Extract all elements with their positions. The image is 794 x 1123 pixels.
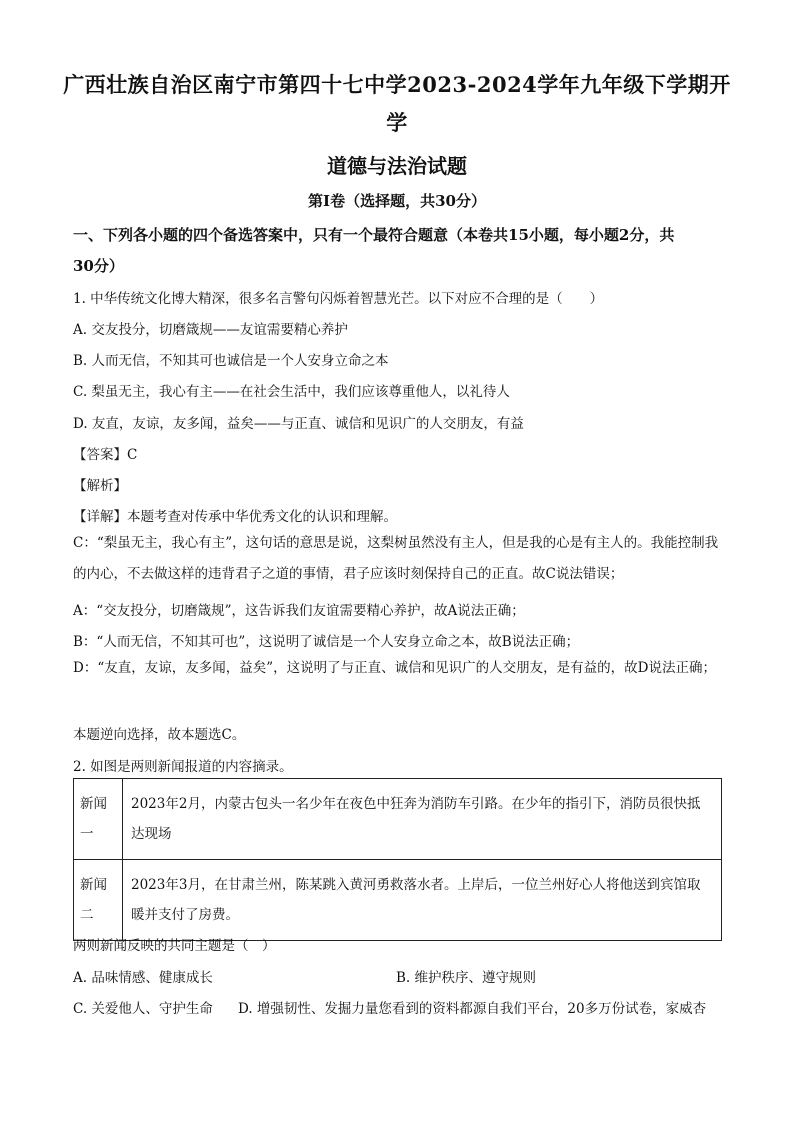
section-instructions (73, 220, 723, 282)
subject-title: 道德与法治试题 (327, 154, 467, 178)
answer-line (73, 443, 137, 463)
section-line-1: 一、下列各小题的四个备选答案中，只有一个最符合题意（本卷共15小题，每小题2分，共 (73, 226, 675, 244)
document-title: 广西壮族自治区南宁市第四十七中学2023-2024学年九年级下学期开学 (63, 72, 731, 135)
news-2-label: 新闻二 (74, 860, 123, 941)
news-table (73, 778, 722, 941)
question-1-stem: 1. 中华传统文化博大精深，很多名言警句闪烁着智慧光芒。以下对应不合理的是（ ） (73, 291, 604, 307)
q2-option-d: D. 增强韧性、发掘力量您看到的资料都源自我们平台，20多万份试卷，家威杏 (238, 1001, 707, 1017)
question-2-stem: 2. 如图是两则新闻报道的内容摘录。 (73, 759, 293, 775)
section-line-2: 30分） (73, 257, 124, 275)
q2-option-c: C. 关爱他人、守护生命 (73, 1001, 213, 1017)
table-row (74, 779, 722, 860)
news-2-content: 2023年3月，在甘肃兰州，陈某跳入黄河勇救落水者。上岸后，一位兰州好心人将他送到宾馆取暖并支付了房费。 (123, 860, 722, 941)
q1-option-a: A. 交友投分，切磨箴规——友谊需要精心养护 (73, 322, 348, 338)
explanation-b: B：“人而无信，不知其可也”，这说明了诚信是一个人安身立命之本，故B说法正确； (73, 634, 580, 650)
answer-tag: 【答案】 (73, 447, 127, 463)
question-2-prompt: 两则新闻反映的共同主题是（ ） (73, 938, 276, 954)
q1-option-d: D. 友直，友谅，友多闻，益矣——与正直、诚信和见识广的人交朋友，有益 (73, 416, 524, 432)
q1-conclusion: 本题逆向选择，故本题选C。 (73, 727, 246, 743)
part-heading: 第Ⅰ卷（选择题，共30分） (308, 192, 486, 210)
q1-option-c: C. 梨虽无主，我心有主——在社会生活中，我们应该尊重他人，以礼待人 (73, 384, 510, 400)
news-1-content: 2023年2月，内蒙古包头一名少年在夜色中狂奔为消防车引路。在少年的指引下，消防员很快抵达现场 (123, 779, 722, 860)
table-row (74, 860, 722, 941)
analysis-tag: 【解析】 (73, 478, 127, 494)
explanation-d: D：“友直，友谅，友多闻，益矣”，这说明了与正直、诚信和见识广的人交朋友，是有益的，故D说法正确； (73, 660, 716, 676)
q2-option-a: A. 品味情感、健康成长 (73, 970, 213, 986)
q2-option-b: B. 维护秩序、遵守规则 (396, 970, 537, 986)
news-1-label: 新闻一 (74, 779, 123, 860)
q1-option-b: B. 人而无信，不知其可也诚信是一个人安身立命之本 (73, 353, 389, 369)
detail-tag: 【详解】 (73, 509, 127, 525)
explanation-c: C：“梨虽无主，我心有主”，这句话的意思是说，这梨树虽然没有主人，但是我的心是有主人的。我能控制我的内心，不去做这样的违背君子之道的事情，君子应该时刻保持自己的正直。故C说法错误； (73, 535, 719, 582)
detail-intro: 本题考查对传承中华优秀文化的认识和理解。 (127, 509, 397, 525)
answer-value: C (127, 447, 138, 463)
detail-line (73, 505, 397, 525)
explanation-a: A：“交友投分，切磨箴规”，这告诉我们友谊需要精心养护，故A说法正确； (73, 603, 525, 619)
